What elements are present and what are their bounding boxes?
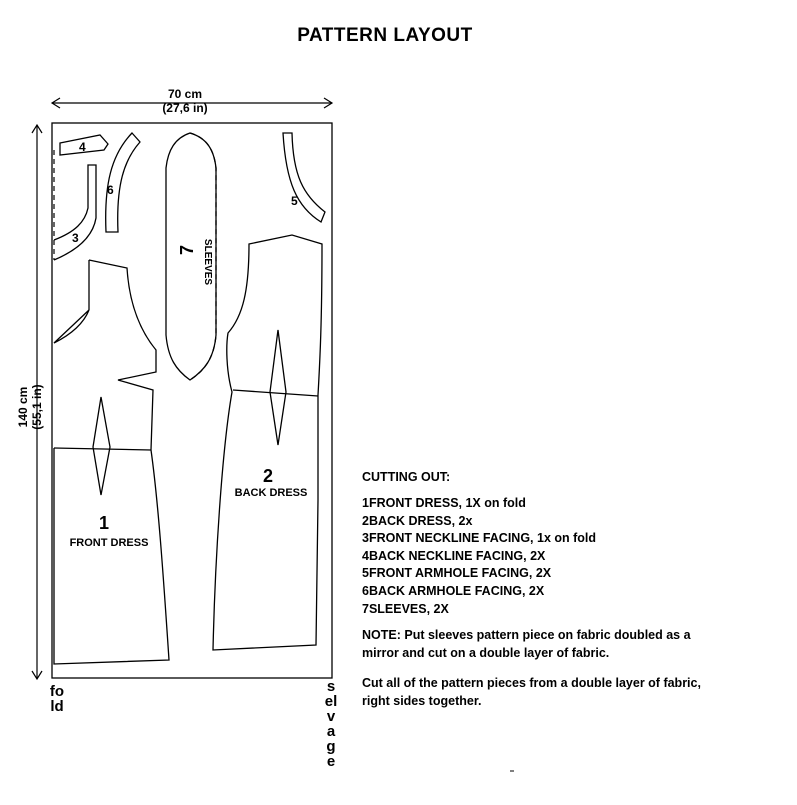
sleeves-note-line2: mirror and cut on a double layer of fabric. xyxy=(362,646,610,661)
piece-1-name: FRONT DRESS xyxy=(69,537,149,549)
double-layer-note-line1: Cut all of the pattern pieces from a double layer of fabric, xyxy=(362,676,701,691)
piece-2-name: BACK DRESS xyxy=(234,487,308,499)
fold-label: fold xyxy=(49,683,65,715)
cutting-item: 7SLEEVES, 2X xyxy=(362,601,449,616)
back-dress-dart xyxy=(270,330,286,445)
cutting-item: 5FRONT ARMHOLE FACING, 2X xyxy=(362,566,552,581)
cutting-item: 2BACK DRESS, 2x xyxy=(362,513,473,528)
piece-3-number: 3 xyxy=(72,231,79,245)
sleeves-note xyxy=(362,626,792,662)
page-title: PATTERN LAYOUT xyxy=(297,25,473,46)
piece-4-number: 4 xyxy=(79,140,86,154)
piece-3-front-neckline-facing xyxy=(54,165,96,260)
double-layer-note xyxy=(362,674,792,710)
sleeves-note-line1: NOTE: Put sleeves pattern piece on fabric doubled as a xyxy=(362,628,691,643)
piece-2-back-dress xyxy=(213,235,322,650)
fabric-length-cm: 140 cm xyxy=(16,386,30,428)
piece-5-front-armhole-facing xyxy=(283,133,325,222)
fabric-length-in: (55,1 in) xyxy=(30,384,44,430)
cutting-item: 1FRONT DRESS, 1X on fold xyxy=(362,496,526,510)
piece-5-number: 5 xyxy=(291,194,298,208)
cutting-out-heading: CUTTING OUT: xyxy=(362,470,451,484)
piece-7-number: 7 xyxy=(177,244,197,255)
width-dimension-arrow xyxy=(52,98,332,108)
cutting-item: 3FRONT NECKLINE FACING, 1x on fold xyxy=(362,531,597,546)
cutting-item: 6BACK ARMHOLE FACING, 2X xyxy=(362,583,545,598)
cutting-out-panel xyxy=(362,470,792,710)
selvage-label: selvage xyxy=(324,678,338,770)
double-layer-note-line2: right sides together. xyxy=(362,694,482,709)
fabric-outline xyxy=(52,123,332,678)
piece-6-number: 6 xyxy=(107,183,114,197)
piece-1-number: 1 xyxy=(98,513,110,533)
fabric-width-cm: 70 cm xyxy=(167,87,203,101)
piece-2-number: 2 xyxy=(262,466,274,486)
cutting-item: 4BACK NECKLINE FACING, 2X xyxy=(362,548,546,563)
length-dimension-arrow xyxy=(32,125,42,679)
piece-7-name: SLEEVES xyxy=(202,238,213,286)
fabric-width-in: (27,6 in) xyxy=(162,101,208,115)
piece-1-front-dress xyxy=(54,260,169,664)
front-dress-dart xyxy=(93,397,110,495)
